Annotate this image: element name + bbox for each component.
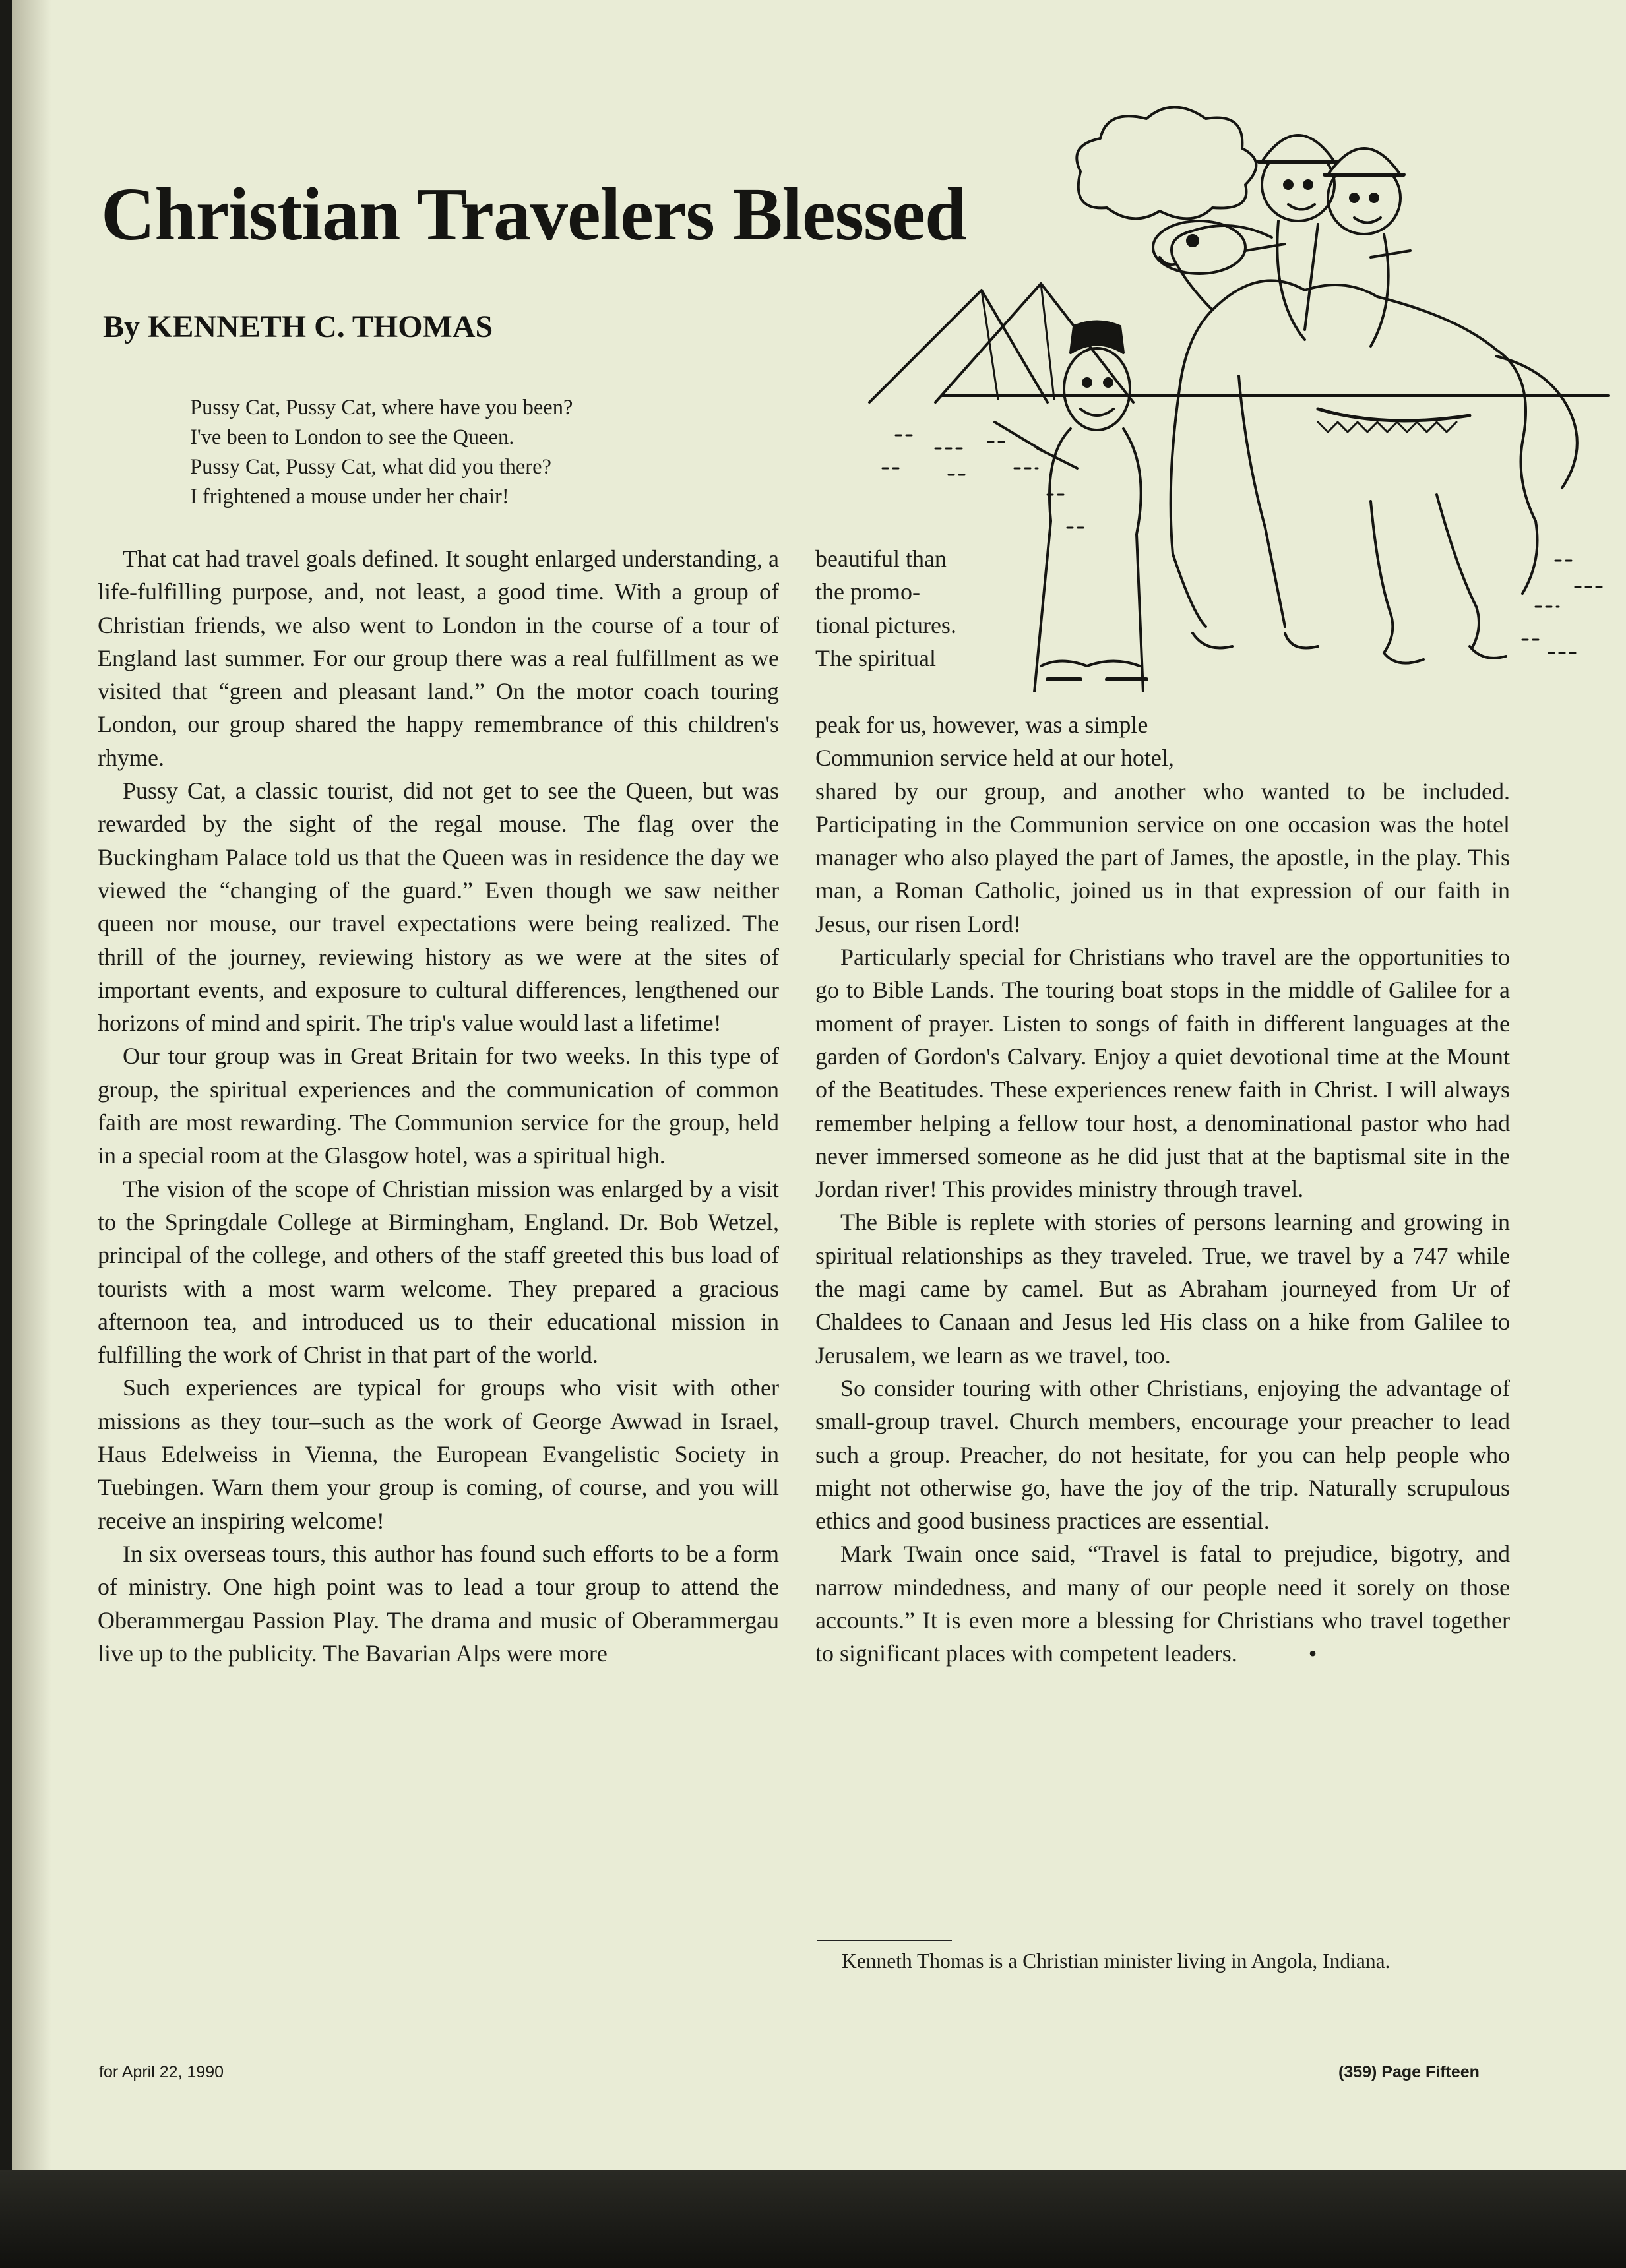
paragraph: Such experiences are typical for groups who visit with other missions as they tour–such as the work of George Awwad in Israel, Haus Edelweiss in Vienna, the European Evangelistic Society in Tuebingen. Warn them your group is coming, of course, and you will receive an inspiring welcome! bbox=[98, 1374, 779, 1534]
right-column bbox=[815, 708, 1510, 1670]
issue-date: for April 22, 1990 bbox=[99, 2063, 224, 2081]
text-line: beautiful than bbox=[815, 545, 947, 572]
paragraph: Pussy Cat, a classic tourist, did not get to see the Queen, but was rewarded by the sight of the regal mouse. The flag over the Buckingham Palace told us that the Queen was in residence the day we viewed the “changing of the guard.” Even though we saw neither queen nor mouse, our travel expectations were being realized. The thrill of the journey, reviewing history as we were at the sites of important events, and exposure to cultural differences, lengthened our horizons of mind and spirit. The trip's value would last a lifetime! bbox=[98, 778, 779, 1037]
scan-edge bbox=[0, 2170, 1626, 2268]
paragraph: That cat had travel goals defined. It sought enlarged understanding, a life-fulfilling purpose, and, not least, a good time. With a group of Christian friends, we also went to London in the course of a tour of England last summer. For our group there was a real fulfillment as we visited that “green and pleasant land.” On the motor coach touring London, our group shared the happy remembrance of this children's rhyme. bbox=[98, 545, 780, 771]
text-line: The spiritual bbox=[815, 644, 936, 671]
end-mark: • bbox=[1308, 1640, 1317, 1667]
poem-line: Pussy Cat, Pussy Cat, what did you there? bbox=[190, 455, 551, 479]
poem-line: I frightened a mouse under her chair! bbox=[190, 485, 509, 508]
text-line: tional pictures. bbox=[815, 611, 956, 638]
paragraph-text: Mark Twain once said, “Travel is fatal to prejudice, bigotry, and narrow mindedness, and many of our people need it sorely on those accounts.” It is even more a blessing for Christians who travel together to significant places with competent leaders. bbox=[815, 1541, 1510, 1667]
paragraph: So consider touring with other Christians, enjoying the advantage of small-group travel. Church members, encourage your preacher to lead such a group. Preacher, do not hesitate, for you can help people who might not otherwise go, have the joy of the trip. Naturally scrupulous ethics and good business practices are essential. bbox=[815, 1374, 1510, 1535]
paragraph: Our tour group was in Great Britain for two weeks. In this type of group, the spiritual experiences and the communication of common faith are most rewarding. The Communion service for the group, held in a special room at the Glasgow hotel, was a spiritual high. bbox=[98, 1043, 779, 1169]
left-column bbox=[98, 542, 779, 1670]
binding-shadow bbox=[12, 0, 51, 2170]
text-line: Communion service held at our hotel, bbox=[815, 745, 1174, 772]
paragraph bbox=[815, 1537, 1510, 1670]
byline: By KENNETH C. THOMAS bbox=[103, 309, 493, 344]
wrap-lines bbox=[815, 708, 1510, 775]
poem-line: Pussy Cat, Pussy Cat, where have you been? bbox=[190, 396, 573, 419]
paragraph: The vision of the scope of Christian mission was enlarged by a visit to the Springdale College at Birmingham, England. Dr. Bob Wetzel, principal of the college, and others of the staff greeted this bus load of tourists with a most warm welcome. They prepared a gracious afternoon tea, and introduced us to their educational mission in fulfilling the work of Christ in that part of the world. bbox=[98, 1175, 779, 1368]
poem-line: I've been to London to see the Queen. bbox=[190, 425, 515, 449]
nursery-rhyme bbox=[190, 393, 573, 512]
page-number: (359) Page Fifteen bbox=[1338, 2063, 1480, 2081]
paragraph: In six overseas tours, this author has found such efforts to be a form of ministry. One high point was to lead a tour group to attend the Oberammergau Passion Play. The drama and music of Oberammergau live up to the publicity. The Bavarian Alps were more bbox=[98, 1540, 779, 1667]
author-bio: Kenneth Thomas is a Christian minister living in Angola, Indiana. bbox=[842, 1949, 1391, 1973]
divider bbox=[817, 1940, 952, 1941]
paragraph: The Bible is replete with stories of persons learning and growing in spiritual relationships as they traveled. True, we travel by a 747 while the magi came by camel. But as Abraham journeyed from Ur of Chaldees to Canaan and Jesus led His class on a hike from Galilee to Jerusalem, we learn as we travel, too. bbox=[815, 1209, 1510, 1368]
right-column-wrap bbox=[815, 542, 1020, 675]
text-line: the promo- bbox=[815, 578, 920, 605]
paragraph: shared by our group, and another who wanted to be included. Participating in the Communion service on one occasion was the hotel manager who also played the part of James, the apostle, in the play. This man, a Roman Catholic, joined us in that expression of our faith in Jesus, our risen Lord! bbox=[815, 778, 1510, 937]
magazine-page bbox=[12, 0, 1626, 2170]
article-title: Christian Travelers Blessed bbox=[101, 172, 966, 256]
paragraph: Particularly special for Christians who travel are the opportunities to go to Bible Lands. The touring boat stops in the middle of Galilee for a moment of prayer. Listen to songs of faith in different languages at the garden of Gordon's Calvary. Enjoy a quiet devotional time at the Mount of the Beatitudes. These experiences renew faith in Christ. I will always remember helping a fellow tour host, a denominational pastor who had never immersed someone as he did just that at the baptismal site in the Jordan river! This provides ministry through travel. bbox=[815, 944, 1510, 1203]
text-line: peak for us, however, was a simple bbox=[815, 712, 1148, 738]
